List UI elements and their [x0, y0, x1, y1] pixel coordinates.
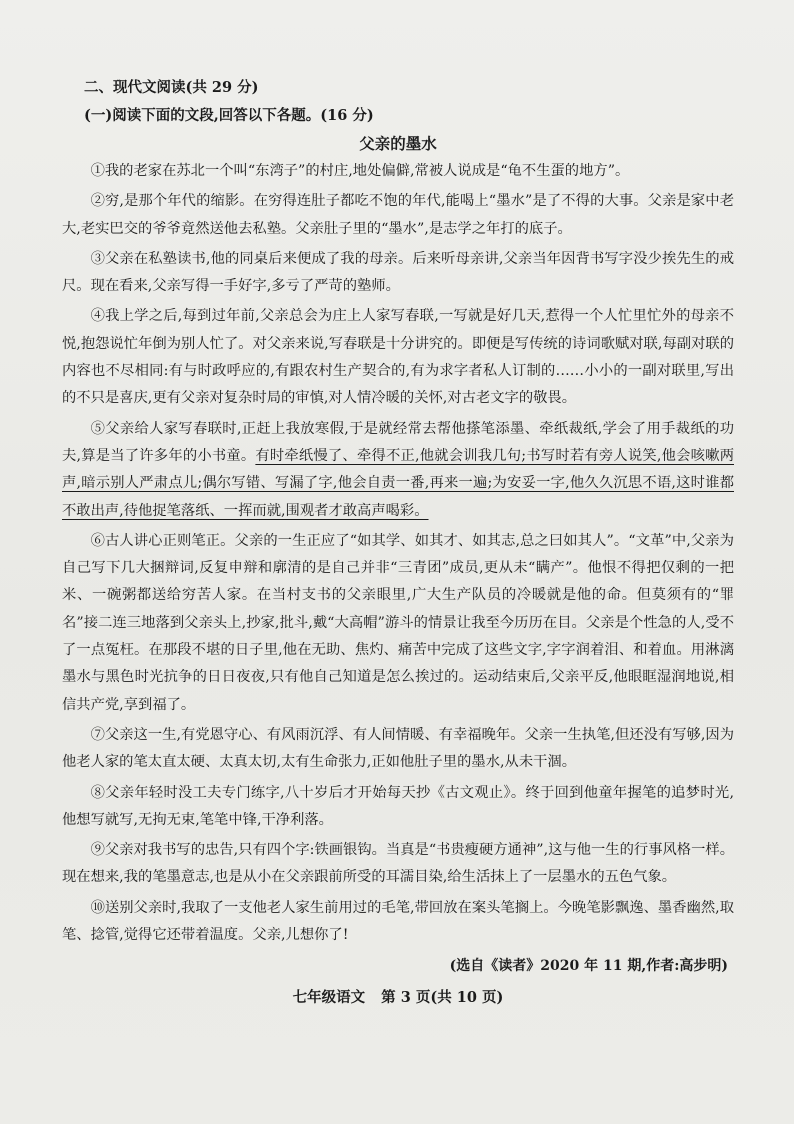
paragraph-number: ④ — [90, 308, 106, 325]
paragraph-4 — [62, 303, 734, 412]
paragraph-number: ⑤ — [90, 420, 106, 437]
paragraph-number: ② — [90, 193, 105, 210]
paragraph-3 — [62, 246, 734, 301]
paragraph-number: ⑩ — [90, 899, 105, 916]
paragraph-8 — [62, 780, 734, 835]
paragraph-number: ⑦ — [90, 726, 105, 743]
paragraph-text: 古人讲心正则笔正。父亲的一生正应了“如其学、如其才、如其志,总之曰如其人”。“文革”中,父亲为自己写下几大捆辩词,反复申辩和廓清的是自己并非“三青团”成员,更从未“瞒产”。他恨不得把仅剩的一把米、一碗粥都送给穷苦人家。在当村支书的父亲眼里,广大生产队员的冷暖就是他的命。但莫须有的“罪名”接二连三地落到父亲头上,抄家,批斗,戴“大高帽”游斗的情景让我至今历历在目。父亲是个性急的人,受不了一点冤枉。在那段不堪的日子里,他在无助、焦灼、痛苦中完成了这些文字,字字润着泪、和着血。用淋漓墨水与黑色时光抗争的日日夜夜,只有他自己知道是怎么挨过的。运动结束后,父亲平反,他眼眶湿润地说,相信共产党,享到福了。 — [62, 532, 735, 713]
paragraph-number: ③ — [90, 250, 106, 267]
paragraph-number: ⑨ — [90, 842, 105, 859]
paragraph-6 — [62, 528, 734, 719]
footer-subject: 七年级语文 — [292, 989, 366, 1007]
underlined-passage: 有时牵纸慢了、牵得不正,他就会训我几句;书写时若有旁人说笑,他会咳嗽两声,暗示别人严肃点儿;偶尔写错、写漏了字,他会自责一番,再来一遍;为安妥一字,他久久沉思不语,这时谁都不敢出声,待他捉笔落纸、一挥而就,围观者才敢高声喝彩。 — [62, 447, 734, 519]
paragraph-text: 送别父亲时,我取了一支他老人家生前用过的毛笔,带回放在案头笔搁上。今晚笔影飘逸、墨香幽然,取笔、捻管,觉得它还带着温度。父亲,儿想你了! — [62, 899, 734, 944]
footer-page-number: 第 3 页(共 10 页) — [381, 989, 504, 1007]
paragraph-text: 父亲年轻时没工夫专门练字,八十岁后才开始每天抄《古文观止》。终于回到他童年握笔的追梦时光,他想写就写,无拘无束,笔笔中锋,干净利落。 — [62, 784, 735, 828]
paragraph-text: 父亲这一生,有党恩守心、有风雨沉浮、有人间情暖、有幸福晚年。父亲一生执笔,但还没有写够,因为他老人家的笔太直太硬、太真太切,太有生命张力,正如他肚子里的墨水,从未干涸。 — [62, 726, 734, 771]
page-content — [62, 76, 734, 1011]
paragraph-10 — [62, 895, 734, 950]
paragraph-text: 我的老家在苏北一个叫“东湾子”的村庄,地处偏僻,常被人说成是“龟不生蛋的地方”。 — [104, 163, 630, 179]
page-footer — [62, 985, 734, 1011]
paragraph-text: 父亲对我书写的忠告,只有四个字:铁画银钩。当真是“书贵瘦硬方通神”,这与他一生的行事风格一样。现在想来,我的笔墨意志,也是从小在父亲跟前所受的耳濡目染,给生活抹上了一层墨水的五色气象。 — [62, 842, 735, 886]
paragraph-1 — [62, 158, 734, 185]
paragraph-text: 父亲在私塾读书,他的同桌后来便成了我的母亲。后来听母亲讲,父亲当年因背书写字没少挨先生的戒尺。现在看来,父亲写得一手好字,多亏了严苛的塾师。 — [62, 250, 734, 295]
paragraph-number: ⑧ — [90, 784, 106, 801]
paragraph-text: 我上学之后,每到过年前,父亲总会为庄上人家写春联,一写就是好几天,惹得一个人忙里忙外的母亲不悦,抱怨说忙年倒为别人忙了。对父亲来说,写春联是十分讲究的。即便是写传统的诗词歌赋对联,每副对联的内容也不尽相同:有与时政呼应的,有跟农村生产契合的,有为求字者私人订制的……小小的一副对联里,写出的不只是喜庆,更有父亲对复杂时局的审慎,对人情冷暖的关怀,对古老文字的敬畏。 — [62, 308, 734, 407]
article-source: (选自《读者》2020 年 11 期,作者:高步明) — [449, 958, 728, 975]
section-subheading: (一)阅读下面的文段,回答以下各题。(16 分) — [84, 107, 374, 124]
section-heading: 二、现代文阅读(共 29 分) — [84, 79, 259, 96]
paragraph-number: ① — [90, 163, 105, 179]
paragraph-5 — [62, 416, 734, 525]
paragraph-number: ⑥ — [90, 532, 105, 549]
paragraph-9 — [62, 837, 734, 892]
paragraph-text: 父亲给人家写春联时,正赶上我放寒假,于是就经常去帮他搽笔添墨、牵纸裁纸,学会了用手裁纸的功夫,算是当了许多年的小书童。 — [62, 420, 734, 464]
paragraph-text: 穷,是那个年代的缩影。在穷得连肚子都吃不饱的年代,能喝上“墨水”是了不得的大事。父亲是家中老大,老实巴交的爷爷竟然送他去私塾。父亲肚子里的“墨水”,是志学之年打的底子。 — [62, 193, 735, 237]
paragraph-2 — [62, 188, 734, 243]
article-title: 父亲的墨水 — [359, 134, 437, 153]
paragraph-7 — [62, 722, 734, 777]
